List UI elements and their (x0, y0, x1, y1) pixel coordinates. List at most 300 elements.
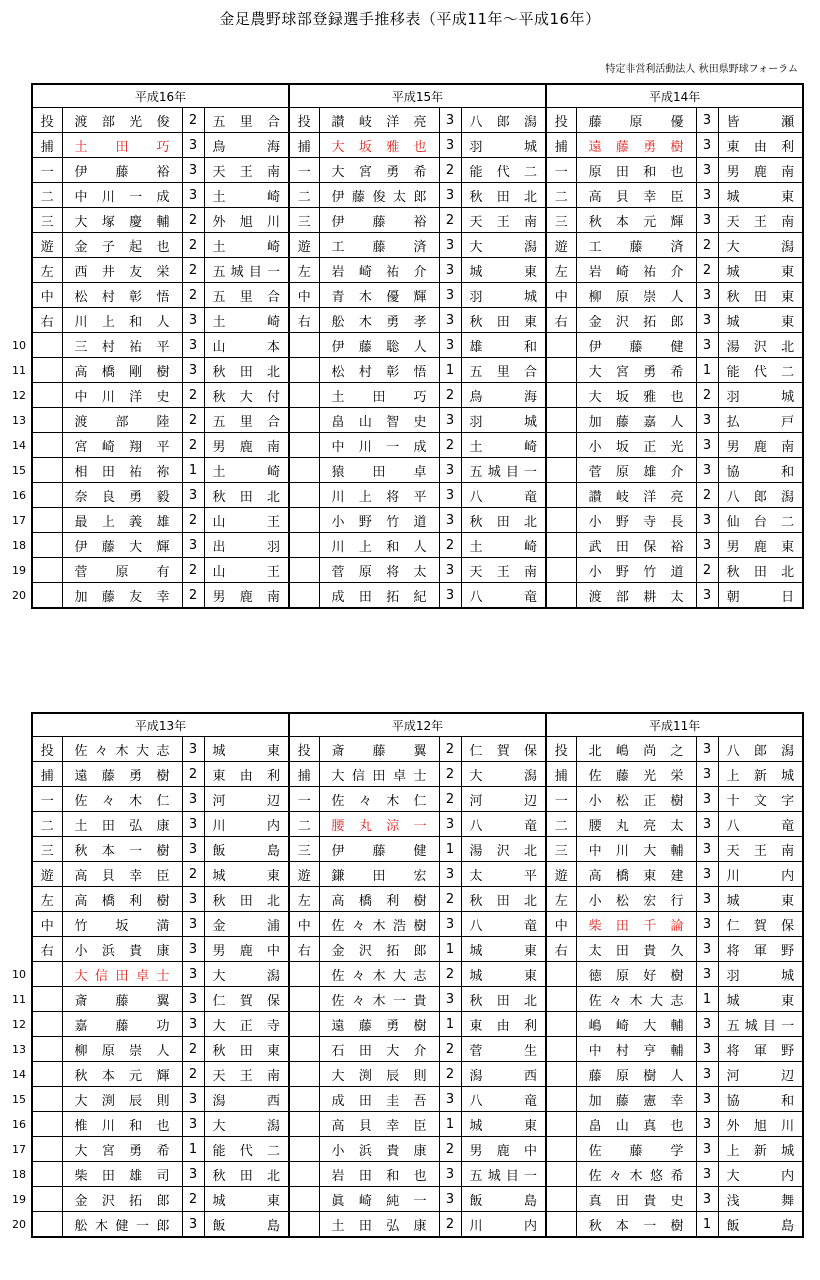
grade-cell: 2 (182, 1187, 204, 1212)
grade-cell: 3 (182, 962, 204, 987)
middle-school-cell: 天王南 (461, 208, 546, 233)
player-name-cell: 柳原崇人 (576, 283, 696, 308)
middle-school-cell: 八郎潟 (718, 737, 803, 762)
grade-cell: 3 (182, 308, 204, 333)
grade-cell: 3 (696, 133, 718, 158)
row-number: 15 (12, 464, 26, 477)
row-number: 20 (12, 1218, 26, 1231)
middle-school-cell: 秋田東 (461, 308, 546, 333)
middle-school-cell: 城東 (461, 962, 546, 987)
player-name-cell: 藤原優 (576, 108, 696, 133)
row-number: 10 (12, 339, 26, 352)
player-name-cell: 柴田雄司 (62, 1162, 182, 1187)
position-cell: 中 (289, 283, 319, 308)
grade-cell: 3 (439, 912, 461, 937)
position-cell: 三 (289, 837, 319, 862)
grade-cell: 3 (696, 508, 718, 533)
middle-school-cell: 八郎潟 (718, 483, 803, 508)
position-cell (32, 1112, 62, 1137)
player-name-cell: 岩崎祐介 (576, 258, 696, 283)
grade-cell: 3 (696, 408, 718, 433)
grade-cell: 3 (696, 887, 718, 912)
position-cell: 一 (289, 158, 319, 183)
table-row (32, 158, 803, 183)
middle-school-cell: 東由利 (718, 133, 803, 158)
player-name-cell: 遠藤勇樹 (319, 1012, 439, 1037)
middle-school-cell: 城東 (461, 258, 546, 283)
grade-cell: 3 (696, 812, 718, 837)
position-cell: 遊 (546, 862, 576, 887)
row-number: 19 (12, 1193, 26, 1206)
grade-cell: 3 (696, 183, 718, 208)
player-name-cell: 川上和人 (62, 308, 182, 333)
table-row (32, 862, 803, 887)
middle-school-cell: 外旭川 (718, 1112, 803, 1137)
year-header: 平成13年 (32, 713, 289, 737)
middle-school-cell: 城東 (204, 1187, 289, 1212)
year-header: 平成14年 (546, 84, 803, 108)
position-cell (546, 1012, 576, 1037)
grade-cell: 3 (696, 837, 718, 862)
grade-cell: 3 (696, 862, 718, 887)
grade-cell: 3 (439, 108, 461, 133)
player-name-cell: 大宮勇希 (62, 1137, 182, 1162)
middle-school-cell: 八竜 (718, 812, 803, 837)
table-row (32, 1087, 803, 1112)
grade-cell: 1 (696, 358, 718, 383)
position-cell (289, 1012, 319, 1037)
position-cell (289, 508, 319, 533)
year-header-row (32, 713, 803, 737)
middle-school-cell: 朝日 (718, 583, 803, 609)
grade-cell: 3 (696, 1187, 718, 1212)
player-name-cell: 高橋剛樹 (62, 358, 182, 383)
player-name-cell: 伊藤健 (319, 837, 439, 862)
player-name-cell: 工藤済 (576, 233, 696, 258)
row-number: 15 (12, 1093, 26, 1106)
middle-school-cell: 天王南 (718, 837, 803, 862)
player-name-cell: 加藤友幸 (62, 583, 182, 609)
middle-school-cell: 能代二 (718, 358, 803, 383)
player-name-cell: 斎藤翼 (319, 737, 439, 762)
grade-cell: 3 (696, 737, 718, 762)
position-cell (546, 1212, 576, 1238)
position-cell: 捕 (32, 133, 62, 158)
position-cell: 三 (289, 208, 319, 233)
middle-school-cell: 飯島 (204, 837, 289, 862)
position-cell (32, 533, 62, 558)
row-number: 20 (12, 589, 26, 602)
position-cell (546, 1137, 576, 1162)
player-name-cell: 徳原好樹 (576, 962, 696, 987)
player-name-cell: 岩田和也 (319, 1162, 439, 1187)
grade-cell: 2 (439, 787, 461, 812)
middle-school-cell: 大潟 (461, 762, 546, 787)
grade-cell: 3 (182, 1212, 204, 1238)
middle-school-cell: 大潟 (718, 233, 803, 258)
middle-school-cell: 羽城 (718, 383, 803, 408)
middle-school-cell: 秋田北 (461, 508, 546, 533)
position-cell: 三 (32, 208, 62, 233)
grade-cell: 2 (439, 1137, 461, 1162)
grade-cell: 2 (439, 533, 461, 558)
middle-school-cell: 鳥海 (204, 133, 289, 158)
player-name-cell: 菅原有 (62, 558, 182, 583)
player-name-cell: 加藤憲幸 (576, 1087, 696, 1112)
table-row (32, 583, 803, 609)
player-name-cell: 中川一成 (319, 433, 439, 458)
position-cell (289, 1037, 319, 1062)
grade-cell: 3 (696, 1087, 718, 1112)
player-name-cell: 金沢拓郎 (319, 937, 439, 962)
player-name-cell: 佐々木大志 (62, 737, 182, 762)
player-name-cell: 大宮勇希 (319, 158, 439, 183)
middle-school-cell: 上新城 (718, 762, 803, 787)
grade-cell: 3 (696, 912, 718, 937)
middle-school-cell: 出羽 (204, 533, 289, 558)
player-name-cell: 川上将平 (319, 483, 439, 508)
grade-cell: 3 (182, 937, 204, 962)
player-name-cell: 秋本元輝 (62, 1062, 182, 1087)
table-row (32, 533, 803, 558)
position-cell (32, 1037, 62, 1062)
middle-school-cell: 男鹿東 (718, 533, 803, 558)
table-row (32, 108, 803, 133)
grade-cell: 2 (439, 1037, 461, 1062)
grade-cell: 2 (182, 1037, 204, 1062)
organization-name: 特定非営利活動法人 秋田県野球フォーラム (605, 64, 798, 75)
grade-cell: 3 (439, 508, 461, 533)
player-name-cell: 中川洋史 (62, 383, 182, 408)
middle-school-cell: 城東 (461, 1112, 546, 1137)
grade-cell: 2 (696, 483, 718, 508)
player-name-cell: 鎌田宏 (319, 862, 439, 887)
table-row (32, 408, 803, 433)
position-cell (32, 1137, 62, 1162)
middle-school-cell: 大潟 (204, 962, 289, 987)
player-name-cell: 伊藤聡人 (319, 333, 439, 358)
player-name-cell: 武田保裕 (576, 533, 696, 558)
player-name-cell: 岩崎祐介 (319, 258, 439, 283)
middle-school-cell: 大正寺 (204, 1012, 289, 1037)
position-cell: 左 (32, 887, 62, 912)
middle-school-cell: 協和 (718, 1087, 803, 1112)
grade-cell: 3 (182, 1012, 204, 1037)
grade-cell: 3 (182, 837, 204, 862)
grade-cell: 3 (182, 787, 204, 812)
player-name-cell: 菅原将太 (319, 558, 439, 583)
player-name-cell: 竹坂満 (62, 912, 182, 937)
middle-school-cell: 五城目一 (461, 458, 546, 483)
table-row (32, 183, 803, 208)
middle-school-cell: 八竜 (461, 1087, 546, 1112)
grade-cell: 3 (439, 283, 461, 308)
player-name-cell: 中川一成 (62, 183, 182, 208)
position-cell: 一 (32, 158, 62, 183)
grade-cell: 3 (439, 308, 461, 333)
middle-school-cell: 能代二 (461, 158, 546, 183)
grade-cell: 3 (182, 887, 204, 912)
player-name-cell: 舩木健一郎 (62, 1212, 182, 1238)
player-name-cell: 高橋利樹 (62, 887, 182, 912)
grade-cell: 3 (696, 1062, 718, 1087)
grade-cell: 2 (182, 583, 204, 609)
middle-school-cell: 秋大付 (204, 383, 289, 408)
grade-cell: 2 (696, 383, 718, 408)
grade-cell: 2 (439, 383, 461, 408)
middle-school-cell: 河辺 (204, 787, 289, 812)
position-cell (546, 433, 576, 458)
position-cell (32, 1062, 62, 1087)
player-name-cell: 工藤済 (319, 233, 439, 258)
player-name-cell: 太田貴久 (576, 937, 696, 962)
grade-cell: 1 (439, 937, 461, 962)
player-name-cell: 腰丸涼一 (319, 812, 439, 837)
position-cell: 三 (32, 837, 62, 862)
player-name-cell: 高貝幸臣 (62, 862, 182, 887)
position-cell: 一 (289, 787, 319, 812)
player-name-cell: 柴田千論 (576, 912, 696, 937)
player-name-cell: 北嶋尚之 (576, 737, 696, 762)
position-cell (32, 558, 62, 583)
grade-cell: 2 (182, 258, 204, 283)
player-name-cell: 大渕辰則 (319, 1062, 439, 1087)
middle-school-cell: 潟西 (204, 1087, 289, 1112)
middle-school-cell: 大潟 (204, 1112, 289, 1137)
grade-cell: 3 (439, 333, 461, 358)
table-row (32, 1037, 803, 1062)
middle-school-cell: 雄和 (461, 333, 546, 358)
table-row (32, 937, 803, 962)
grade-cell: 3 (696, 1137, 718, 1162)
position-cell (289, 333, 319, 358)
player-name-cell: 伊藤裕 (62, 158, 182, 183)
grade-cell: 3 (696, 208, 718, 233)
middle-school-cell: 天王南 (718, 208, 803, 233)
position-cell: 右 (289, 937, 319, 962)
grade-cell: 2 (439, 158, 461, 183)
position-cell: 右 (546, 937, 576, 962)
middle-school-cell: 天王南 (461, 558, 546, 583)
position-cell: 捕 (546, 133, 576, 158)
middle-school-cell: 鳥海 (461, 383, 546, 408)
row-number: 18 (12, 1168, 26, 1181)
middle-school-cell: 男鹿中 (461, 1137, 546, 1162)
position-cell: 遊 (546, 233, 576, 258)
grade-cell: 1 (439, 358, 461, 383)
player-name-cell: 腰丸亮太 (576, 812, 696, 837)
grade-cell: 3 (439, 1162, 461, 1187)
grade-cell: 2 (439, 962, 461, 987)
player-name-cell: 中川大輔 (576, 837, 696, 862)
grade-cell: 3 (439, 183, 461, 208)
row-number: 13 (12, 414, 26, 427)
grade-cell: 3 (182, 1162, 204, 1187)
player-name-cell: 佐藤学 (576, 1137, 696, 1162)
position-cell (546, 483, 576, 508)
player-name-cell: 高橋東建 (576, 862, 696, 887)
player-name-cell: 大坂雅也 (576, 383, 696, 408)
middle-school-cell: 八竜 (461, 812, 546, 837)
position-cell (32, 333, 62, 358)
player-name-cell: 宮崎翔平 (62, 433, 182, 458)
grade-cell: 3 (696, 533, 718, 558)
player-name-cell: 菅原雄介 (576, 458, 696, 483)
player-name-cell: 大渕辰則 (62, 1087, 182, 1112)
player-name-cell: 相田祐祢 (62, 458, 182, 483)
grade-cell: 1 (439, 1112, 461, 1137)
grade-cell: 1 (696, 1212, 718, 1238)
player-name-cell: 土田弘康 (319, 1212, 439, 1238)
player-name-cell: 大坂雅也 (319, 133, 439, 158)
middle-school-cell: 秋田北 (461, 183, 546, 208)
position-cell (546, 1187, 576, 1212)
middle-school-cell: 浅舞 (718, 1187, 803, 1212)
player-name-cell: 原田和也 (576, 158, 696, 183)
position-cell: 投 (289, 108, 319, 133)
grade-cell: 3 (696, 433, 718, 458)
grade-cell: 3 (182, 737, 204, 762)
position-cell (289, 408, 319, 433)
grade-cell: 3 (439, 583, 461, 609)
position-cell: 三 (546, 208, 576, 233)
position-cell (32, 1212, 62, 1238)
position-cell: 中 (546, 283, 576, 308)
table-row (32, 458, 803, 483)
grade-cell: 3 (696, 308, 718, 333)
middle-school-cell: 山王 (204, 508, 289, 533)
position-cell (289, 1112, 319, 1137)
player-name-cell: 小浜貴康 (319, 1137, 439, 1162)
position-cell: 二 (32, 183, 62, 208)
position-cell: 投 (32, 737, 62, 762)
middle-school-cell: 城東 (718, 308, 803, 333)
middle-school-cell: 大潟 (461, 233, 546, 258)
middle-school-cell: 飯島 (204, 1212, 289, 1238)
player-name-cell: 渡部耕太 (576, 583, 696, 609)
middle-school-cell: 上新城 (718, 1137, 803, 1162)
player-name-cell: 成田圭吾 (319, 1087, 439, 1112)
player-name-cell: 小松宏行 (576, 887, 696, 912)
table-row (32, 962, 803, 987)
grade-cell: 3 (439, 258, 461, 283)
player-name-cell: 遠藤勇樹 (62, 762, 182, 787)
player-name-cell: 秋本一樹 (576, 1212, 696, 1238)
middle-school-cell: 五城目一 (461, 1162, 546, 1187)
row-number: 10 (12, 968, 26, 981)
middle-school-cell: 五里合 (204, 408, 289, 433)
grade-cell: 2 (182, 108, 204, 133)
grade-cell: 3 (439, 558, 461, 583)
position-cell: 投 (546, 108, 576, 133)
grade-cell: 1 (182, 1137, 204, 1162)
middle-school-cell: 城東 (204, 737, 289, 762)
position-cell (289, 1087, 319, 1112)
grade-cell: 2 (439, 1212, 461, 1238)
player-name-cell: 斎藤翼 (62, 987, 182, 1012)
year-header: 平成16年 (32, 84, 289, 108)
table-row (32, 1187, 803, 1212)
grade-cell: 3 (696, 108, 718, 133)
row-number: 17 (12, 514, 26, 527)
player-name-cell: 佐々木大志 (319, 962, 439, 987)
grade-cell: 3 (182, 158, 204, 183)
grade-cell: 2 (439, 737, 461, 762)
table-row (32, 258, 803, 283)
middle-school-cell: 川内 (718, 862, 803, 887)
grade-cell: 3 (696, 962, 718, 987)
player-name-cell: 佐々木大志 (576, 987, 696, 1012)
player-name-cell: 成田拓紀 (319, 583, 439, 609)
grade-cell: 3 (696, 762, 718, 787)
position-cell (32, 1012, 62, 1037)
row-number: 14 (12, 439, 26, 452)
grade-cell: 2 (182, 1062, 204, 1087)
position-cell: 二 (546, 812, 576, 837)
middle-school-cell: 土崎 (204, 458, 289, 483)
grade-cell: 2 (439, 208, 461, 233)
player-name-cell: 小松正樹 (576, 787, 696, 812)
year-header: 平成11年 (546, 713, 803, 737)
player-name-cell: 金沢拓郎 (62, 1187, 182, 1212)
middle-school-cell: 八郎潟 (461, 108, 546, 133)
grade-cell: 3 (182, 533, 204, 558)
table-row (32, 433, 803, 458)
row-number: 11 (12, 364, 26, 377)
player-name-cell: 西井友栄 (62, 258, 182, 283)
grade-cell: 3 (439, 812, 461, 837)
player-name-cell: 小野竹道 (576, 558, 696, 583)
year-header: 平成15年 (289, 84, 546, 108)
grade-cell: 2 (696, 558, 718, 583)
middle-school-cell: 仙台二 (718, 508, 803, 533)
position-cell (32, 433, 62, 458)
grade-cell: 2 (182, 558, 204, 583)
position-cell: 一 (546, 158, 576, 183)
player-name-cell: 渡部光俊 (62, 108, 182, 133)
player-name-cell: 畠山真也 (576, 1112, 696, 1137)
position-cell (289, 1137, 319, 1162)
table-row (32, 283, 803, 308)
table-row (32, 133, 803, 158)
middle-school-cell: 山王 (204, 558, 289, 583)
middle-school-cell: 仁賀保 (718, 912, 803, 937)
table-row (32, 987, 803, 1012)
row-number: 17 (12, 1143, 26, 1156)
position-cell: 二 (289, 812, 319, 837)
position-cell (32, 1162, 62, 1187)
player-name-cell: 秋本一樹 (62, 837, 182, 862)
player-name-cell: 佐々木仁 (319, 787, 439, 812)
position-cell (546, 533, 576, 558)
position-cell: 右 (32, 937, 62, 962)
position-cell (32, 1087, 62, 1112)
table-row (32, 1112, 803, 1137)
player-name-cell: 柳原崇人 (62, 1037, 182, 1062)
player-name-cell: 讃岐洋亮 (576, 483, 696, 508)
grade-cell: 2 (439, 433, 461, 458)
position-cell: 右 (32, 308, 62, 333)
middle-school-cell: 河辺 (718, 1062, 803, 1087)
player-name-cell: 石田大介 (319, 1037, 439, 1062)
table-row (32, 508, 803, 533)
roster-table-bottom (31, 712, 804, 1238)
middle-school-cell: 五城目一 (718, 1012, 803, 1037)
player-name-cell: 秋本元輝 (576, 208, 696, 233)
middle-school-cell: 土崎 (204, 233, 289, 258)
position-cell (289, 1162, 319, 1187)
middle-school-cell: 八竜 (461, 583, 546, 609)
